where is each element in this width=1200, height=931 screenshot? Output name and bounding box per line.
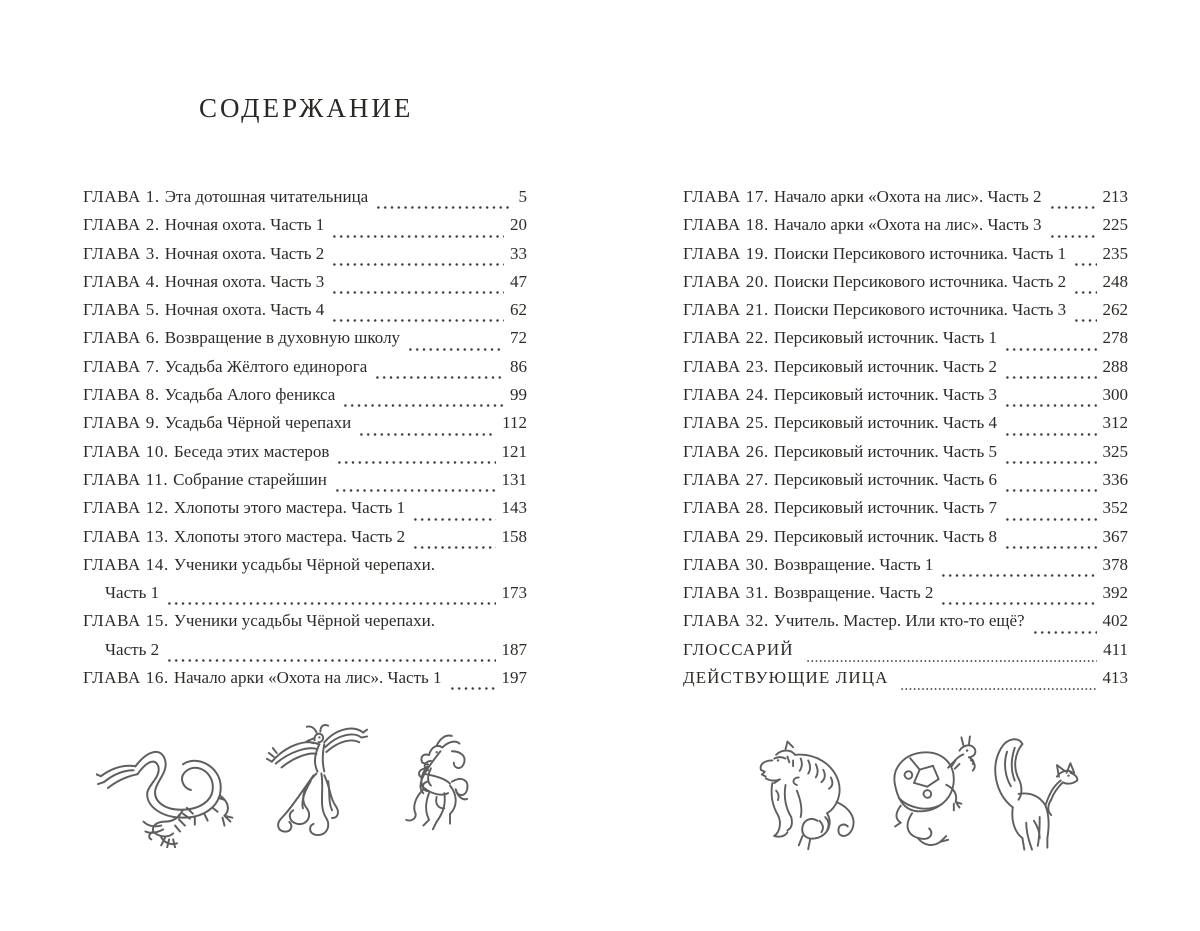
dot-leader [900, 687, 1096, 691]
toc-entry [83, 442, 527, 470]
toc-entry-title: Ученики усадьбы Чёрной черепахи. [173, 554, 435, 574]
toc-entry-page: 288 [1102, 356, 1128, 376]
toc-entry-chapter: ГЛАВА 19. [683, 243, 769, 263]
toc-entry-chapter: ГЛАВА 9. [83, 413, 160, 433]
toc-entry-chapter: ГЛАВА 25. [683, 413, 769, 433]
toc-entry [83, 611, 527, 639]
toc-entry-title: Часть 2 [105, 639, 160, 659]
dot-leader [336, 460, 495, 465]
dot-leader [331, 318, 504, 323]
toc-entry-page: 225 [1102, 215, 1128, 235]
dot-leader [1004, 432, 1097, 437]
toc-entry [683, 300, 1128, 328]
toc-entry-chapter: ГЛАВА 32. [683, 611, 769, 631]
toc-entry [83, 244, 527, 272]
toc-entry [683, 498, 1128, 526]
toc-entry [683, 583, 1128, 611]
toc-entry-page: 378 [1102, 554, 1128, 574]
toc-entry-page: 402 [1102, 611, 1128, 631]
toc-entry-title: Возвращение в духовную школу [164, 328, 401, 348]
toc-entry [683, 555, 1128, 583]
toc-entry-page: 173 [501, 583, 527, 603]
toc-entry-page: 158 [501, 526, 527, 546]
toc-entry-title: Персиковый источник. Часть 7 [773, 498, 997, 518]
toc-entry [83, 272, 527, 300]
toc-entry-title: Персиковый источник. Часть 3 [773, 385, 997, 405]
dragon-turtle-icon [868, 726, 978, 854]
tiger-icon [744, 732, 862, 854]
dot-leader [412, 545, 495, 550]
toc-entry-page: 235 [1102, 243, 1128, 263]
dot-leader [331, 290, 504, 295]
toc-entry-title: Поиски Персикового источника. Часть 3 [773, 300, 1067, 320]
toc-entry-title: Поиски Персикового источника. Часть 1 [773, 243, 1067, 263]
toc-entry-page: 72 [510, 328, 527, 348]
toc-entry-title: Усадьба Алого феникса [164, 385, 336, 405]
toc-entry-page: 325 [1102, 441, 1128, 461]
toc-entry [683, 357, 1128, 385]
toc-entry-title: Персиковый источник. Часть 5 [773, 441, 997, 461]
toc-entry-chapter: ГЛАВА 3. [83, 243, 160, 263]
toc-entry-chapter: ГЛАВА 10. [83, 441, 169, 461]
dot-leader [342, 403, 504, 408]
toc-entry [83, 328, 527, 356]
toc-entry [683, 668, 1128, 696]
toc-entry-page: 278 [1102, 328, 1128, 348]
toc-entry-chapter: ГЛАВА 30. [683, 554, 769, 574]
page-title: СОДЕРЖАНИЕ [199, 93, 414, 123]
toc-entry-title: Эта дотошная читательница [164, 187, 369, 206]
illustrations-right [744, 726, 1080, 854]
toc-entry [83, 385, 527, 413]
toc-entry [683, 527, 1128, 555]
toc-entry [83, 300, 527, 328]
dot-leader [449, 686, 496, 691]
fox-icon [984, 730, 1080, 854]
toc-entry-title: Возвращение. Часть 2 [773, 583, 934, 603]
dot-leader [1004, 347, 1097, 352]
toc-entry-chapter: ГЛАВА 1. [83, 187, 160, 206]
toc-entry-page: 413 [1102, 668, 1128, 688]
dot-leader [940, 573, 1096, 578]
toc-entry-chapter: ГЛАВА 20. [683, 271, 769, 291]
toc-entry-page: 5 [518, 187, 527, 206]
toc-entry-chapter: ГЛАВА 18. [683, 215, 769, 235]
toc-entry-page: 187 [501, 639, 527, 659]
toc-entry-chapter: ГЛАВА 26. [683, 441, 769, 461]
toc-entry [683, 611, 1128, 639]
toc-entry-page: 62 [510, 300, 527, 320]
toc-entry [83, 583, 527, 611]
dot-leader [1073, 290, 1096, 295]
toc-entry-title: Учитель. Мастер. Или кто-то ещё? [773, 611, 1025, 631]
toc-entry-title: Начало арки «Охота на лис». Часть 1 [173, 668, 442, 688]
toc-entry-chapter: ГЛОССАРИЙ [683, 639, 794, 659]
toc-entry-chapter: ГЛАВА 21. [683, 300, 769, 320]
toc-entry-chapter: ГЛАВА 29. [683, 526, 769, 546]
qilin-icon [370, 724, 470, 848]
toc-entry-title: Беседа этих мастеров [173, 441, 330, 461]
toc-entry-title: Персиковый источник. Часть 6 [773, 469, 997, 489]
toc-entry-chapter: ГЛАВА 27. [683, 469, 769, 489]
toc-entry [683, 640, 1128, 668]
toc-entry-chapter: ГЛАВА 24. [683, 385, 769, 405]
toc-entry-chapter: ГЛАВА 16. [83, 668, 169, 688]
toc-entry [83, 413, 527, 441]
toc-entry-page: 336 [1102, 469, 1128, 489]
toc-entry-title: Персиковый источник. Часть 1 [773, 328, 997, 348]
toc-entry-chapter: ГЛАВА 2. [83, 215, 160, 235]
dot-leader [407, 347, 504, 352]
dot-leader [1004, 488, 1097, 493]
toc-entry [83, 470, 527, 498]
toc-entry [83, 187, 527, 215]
toc-entry-title: Хлопоты этого мастера. Часть 2 [173, 526, 406, 546]
dot-leader [1004, 460, 1097, 465]
dot-leader [334, 488, 496, 493]
toc-entry-chapter: ГЛАВА 22. [683, 328, 769, 348]
toc-entry [683, 328, 1128, 356]
dragon-icon [96, 730, 264, 848]
dot-leader [1004, 403, 1097, 408]
dot-leader [374, 375, 504, 380]
toc-entry-chapter: ГЛАВА 15. [83, 611, 169, 631]
toc-entry-title: Усадьба Чёрной черепахи [164, 413, 352, 433]
toc-entry-page: 411 [1103, 639, 1128, 659]
toc-entry-page: 112 [502, 413, 527, 433]
toc-entry-title: Персиковый источник. Часть 4 [773, 413, 997, 433]
toc-entry [83, 555, 527, 583]
toc-entry-title: Усадьба Жёлтого единорога [164, 356, 368, 376]
toc-entry-page: 143 [501, 498, 527, 518]
toc-entry-page: 121 [501, 441, 527, 461]
toc-entry [83, 498, 527, 526]
toc-entry [83, 527, 527, 555]
dot-leader [1004, 517, 1097, 522]
toc-entry-title: Хлопоты этого мастера. Часть 1 [173, 498, 406, 518]
toc-entry-page: 86 [510, 356, 527, 376]
toc-entry-page: 248 [1102, 271, 1128, 291]
toc-entry-chapter: ГЛАВА 4. [83, 271, 160, 291]
dot-leader [331, 234, 504, 239]
toc-entry-chapter: ГЛАВА 14. [83, 554, 169, 574]
toc-entry [683, 442, 1128, 470]
dot-leader [166, 658, 495, 663]
toc-entry-page: 392 [1102, 583, 1128, 603]
toc-entry-chapter: ГЛАВА 8. [83, 385, 160, 405]
toc-entry [683, 187, 1128, 215]
toc-entry-chapter: ГЛАВА 6. [83, 328, 160, 348]
toc-entry-chapter: ГЛАВА 7. [83, 356, 160, 376]
toc-entry-page: 47 [510, 271, 527, 291]
toc-entry-title: Начало арки «Охота на лис». Часть 3 [773, 215, 1042, 235]
toc-entry [683, 385, 1128, 413]
toc-entry-title: Ночная охота. Часть 1 [164, 215, 325, 235]
toc-entry [83, 640, 527, 668]
dot-leader [375, 205, 512, 210]
phoenix-icon [266, 722, 368, 848]
toc-entry [683, 272, 1128, 300]
toc-entry-page: 352 [1102, 498, 1128, 518]
dot-leader [1032, 630, 1097, 635]
toc-entry-chapter: ГЛАВА 5. [83, 300, 160, 320]
dot-leader [1004, 545, 1097, 550]
dot-leader [358, 432, 496, 437]
toc-entry-page: 213 [1102, 187, 1128, 206]
toc-entry-page: 99 [510, 385, 527, 405]
illustrations-left [96, 722, 470, 848]
dot-leader [1073, 262, 1096, 267]
toc-entry-page: 262 [1102, 300, 1128, 320]
toc-entry-title: Ночная охота. Часть 3 [164, 271, 325, 291]
toc-entry-page: 197 [501, 668, 527, 688]
toc-entry [83, 215, 527, 243]
toc-entry-page: 33 [510, 243, 527, 263]
dot-leader [412, 517, 495, 522]
toc-entry-title: Персиковый источник. Часть 8 [773, 526, 997, 546]
toc-entry [683, 470, 1128, 498]
toc-entry-title: Возвращение. Часть 1 [773, 554, 934, 574]
toc-entry-title: Ученики усадьбы Чёрной черепахи. [173, 611, 435, 631]
toc-entry-page: 131 [501, 469, 527, 489]
toc-entry-title: Собрание старейшин [173, 469, 327, 489]
dot-leader [1004, 375, 1097, 380]
toc-entry-chapter: ГЛАВА 23. [683, 356, 769, 376]
toc-entry [83, 668, 527, 696]
toc-entry-chapter: ГЛАВА 11. [83, 469, 169, 489]
toc-entry-chapter: ГЛАВА 13. [83, 526, 169, 546]
toc-entry-chapter: ГЛАВА 17. [683, 187, 769, 206]
toc-column-right [683, 187, 1128, 696]
toc-entry [683, 215, 1128, 243]
toc-entry-title: Ночная охота. Часть 4 [164, 300, 325, 320]
dot-leader [1073, 318, 1096, 323]
toc-entry-chapter: ДЕЙСТВУЮЩИЕ ЛИЦА [683, 668, 889, 688]
dot-leader [806, 659, 1098, 663]
dot-leader [166, 601, 495, 606]
toc-entry-title: Часть 1 [105, 583, 160, 603]
toc-entry [683, 244, 1128, 272]
toc-entry [683, 413, 1128, 441]
dot-leader [940, 601, 1096, 606]
toc-entry-page: 300 [1102, 385, 1128, 405]
toc-entry-title: Поиски Персикового источника. Часть 2 [773, 271, 1067, 291]
toc-entry-title: Персиковый источник. Часть 2 [773, 356, 997, 376]
toc-entry-page: 367 [1102, 526, 1128, 546]
toc-entry-title: Начало арки «Охота на лис». Часть 2 [773, 187, 1042, 206]
dot-leader [1049, 205, 1097, 210]
toc-entry-chapter: ГЛАВА 12. [83, 498, 169, 518]
toc-entry-chapter: ГЛАВА 31. [683, 583, 769, 603]
toc-entry [83, 357, 527, 385]
toc-entry-chapter: ГЛАВА 28. [683, 498, 769, 518]
toc-entry-page: 20 [510, 215, 527, 235]
dot-leader [331, 262, 504, 267]
toc-entry-title: Ночная охота. Часть 2 [164, 243, 325, 263]
toc-column-left [83, 187, 527, 696]
toc-entry-page: 312 [1102, 413, 1128, 433]
dot-leader [1049, 234, 1097, 239]
